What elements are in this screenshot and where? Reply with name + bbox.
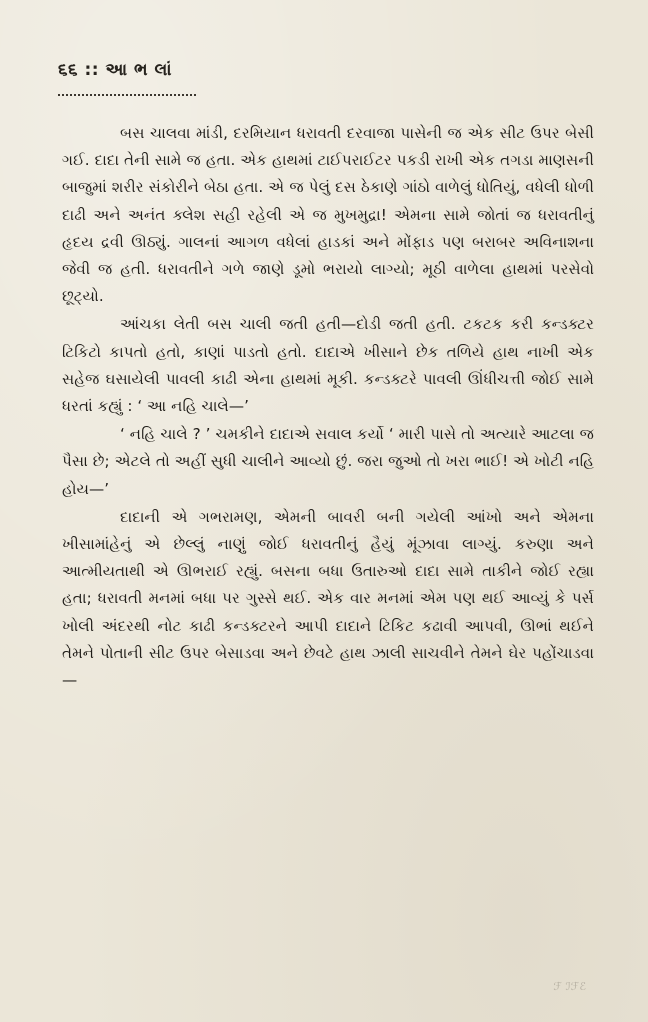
- paragraph-1: બસ ચાલવા માંડી, દરમિયાન ધરાવતી દરવાજા પાસેની જ એક સીટ ઉપર બેસી ગઈ. દાદા તેની સામે જ હતા. એક હાથમાં ટાઈપરાઈટર પકડી રાખી એક તગડા માણસની બાજુમાં શરીર સંકોરીને બેઠા હતા. એ જ પેલું દસ ઠેકાણે ગાંઠો વાળેલું ધોતિયું, વધેલી ધોળી દાઢી અને અનંત ક્લેશ સહી રહેલી એ જ મુખમુદ્રા! એમના સામે જોતાં જ ધરાવતીનું હૃદય દ્રવી ઊઠ્યું. ગાલનાં આગળ વધેલાં હાડકાં અને મોંફાડ પણ બરાબર અવિનાશના જેવી જ હતી. ધરાવતીને ગળે જાણે ડૂમો ભરાયો લાગ્યો; મૂઠી વાળેલા હાથમાં પરસેવો છૂટ્યો.: [62, 124, 594, 306]
- page-header: [58, 60, 172, 80]
- footer-mark: ℱ ℐℱℰ: [553, 980, 586, 993]
- page-header-text: ૬૬ :: આ ભ લાં: [58, 60, 173, 80]
- body-text: [62, 120, 594, 694]
- header-underline: [58, 90, 196, 96]
- paragraph-3: ‘ નહિ ચાલે ? ’ ચમકીને દાદાએ સવાલ કર્યો ‘ મારી પાસે તો અત્યારે આટલા જ પૈસા છે; એટલે તો અહીં સુધી ચાલીને આવ્યો છું. જરા જુઓ તો ખરા ભાઈ! એ ખોટી નહિ હોય—’: [62, 425, 594, 498]
- paragraph-2: આંચકા લેતી બસ ચાલી જતી હતી—દોડી જતી હતી. ટકટક કરી કન્ડક્ટર ટિકિટો કાપતો હતો, કાણાં પાડતો હતો. દાદાએ ખીસાને છેક તળિયે હાથ નાખી એક સહેજ ઘસાયેલી પાવલી કાઢી એના હાથમાં મૂકી. કન્ડક્ટરે પાવલી ઊંધીચત્તી જોઈ સામે ધરતાં કહ્યું : ‘ આ નહિ ચાલે—’: [62, 315, 594, 416]
- paragraph-4: દાદાની એ ગભરામણ, એમની બાવરી બની ગયેલી આંખો અને એમના ખીસામાંહેનું એ છેલ્લું નાણું જોઈ ધરાવતીનું હૈયું મૂંઝાવા લાગ્યું. કરુણા અને આત્મીયતાથી એ ઊભરાઈ રહ્યું. બસના બધા ઉતારુઓ દાદા સામે તાકીને જોઈ રહ્યા હતા; ધરાવતી મનમાં બધા પર ગુસ્સે થઈ. એક વાર મનમાં એમ પણ થઈ આવ્યું કે પર્સ ખોલી અંદરથી નોટ કાઢી કન્ડક્ટરને આપી દાદાને ટિકિટ કઢાવી આપવી, ઊભાં થઈને તેમને પોતાની સીટ ઉપર બેસાડવા અને છેવટે હાથ ઝાલી સાચવીને તેમને ઘેર પહોંચાડવા—: [62, 507, 594, 690]
